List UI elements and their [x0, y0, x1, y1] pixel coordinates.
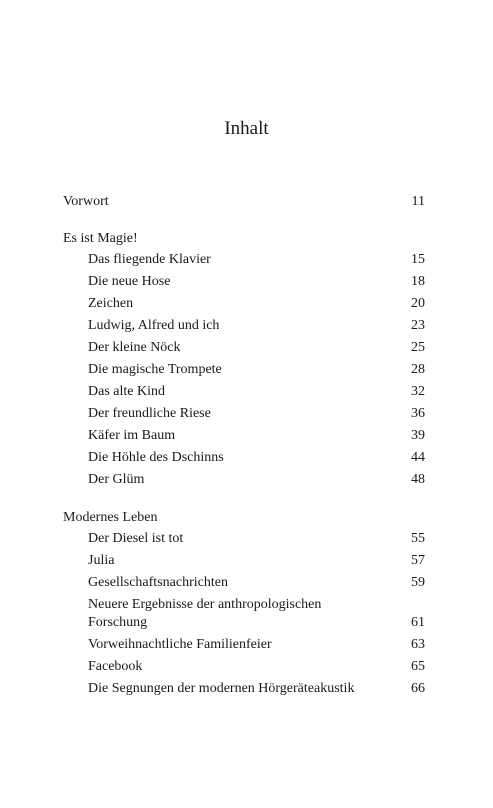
- toc-entry: Vorweihnachtliche Familienfeier: [88, 637, 272, 652]
- toc-page-number: 57: [411, 553, 425, 568]
- section-heading: Es ist Magie!: [63, 231, 138, 246]
- toc-page-number: 15: [411, 252, 425, 267]
- toc-page-number: 61: [411, 615, 425, 630]
- section-heading: Modernes Leben: [63, 510, 158, 525]
- toc-entry-foreword: Vorwort: [63, 194, 109, 209]
- toc-page-number: 55: [411, 531, 425, 546]
- toc-page-number: 63: [411, 637, 425, 652]
- toc-entry: Käfer im Baum: [88, 428, 176, 443]
- toc-entry: Gesellschaftsnachrichten: [88, 575, 228, 590]
- toc-entry: Zeichen: [88, 296, 134, 311]
- toc-entry: Der kleine Nöck: [88, 340, 181, 355]
- toc-entry: Julia: [88, 553, 115, 568]
- toc-page-number: 65: [411, 659, 425, 674]
- toc-page-number: 25: [411, 340, 425, 355]
- toc-entry: Die magische Trompete: [88, 362, 222, 377]
- toc-entry-line1: Neuere Ergebnisse der anthropologischen: [88, 597, 322, 612]
- toc-page-number: 23: [411, 318, 425, 333]
- toc-page-number: 59: [411, 575, 425, 590]
- toc-page-number: 11: [411, 194, 425, 209]
- toc-page-number: 44: [411, 450, 425, 465]
- toc-page-number: 39: [411, 428, 425, 443]
- toc-page-number: 18: [411, 274, 425, 289]
- toc-page-number: 48: [411, 472, 425, 487]
- toc-entry: Der freundliche Riese: [88, 406, 211, 421]
- toc-entry: Der Diesel ist tot: [88, 531, 184, 546]
- toc-page-number: 36: [411, 406, 425, 421]
- toc-entry: Facebook: [88, 659, 143, 674]
- toc-entry: Die Segnungen der modernen Hörgeräteakustik: [88, 681, 355, 696]
- toc-entry: Das fliegende Klavier: [88, 252, 211, 267]
- toc-entry: Der Glüm: [88, 472, 145, 487]
- toc-entry: Ludwig, Alfred und ich: [88, 318, 220, 333]
- toc-page-number: 66: [411, 681, 425, 696]
- toc-entry: Das alte Kind: [88, 384, 165, 399]
- toc-entry: Die neue Hose: [88, 274, 171, 289]
- page-title: Inhalt: [224, 118, 269, 139]
- toc-entry: Die Höhle des Dschinns: [88, 450, 224, 465]
- toc-page-number: 32: [411, 384, 425, 399]
- toc-entry-line2: Forschung: [88, 615, 148, 630]
- toc-page-number: 28: [411, 362, 425, 377]
- toc-page-number: 20: [411, 296, 425, 311]
